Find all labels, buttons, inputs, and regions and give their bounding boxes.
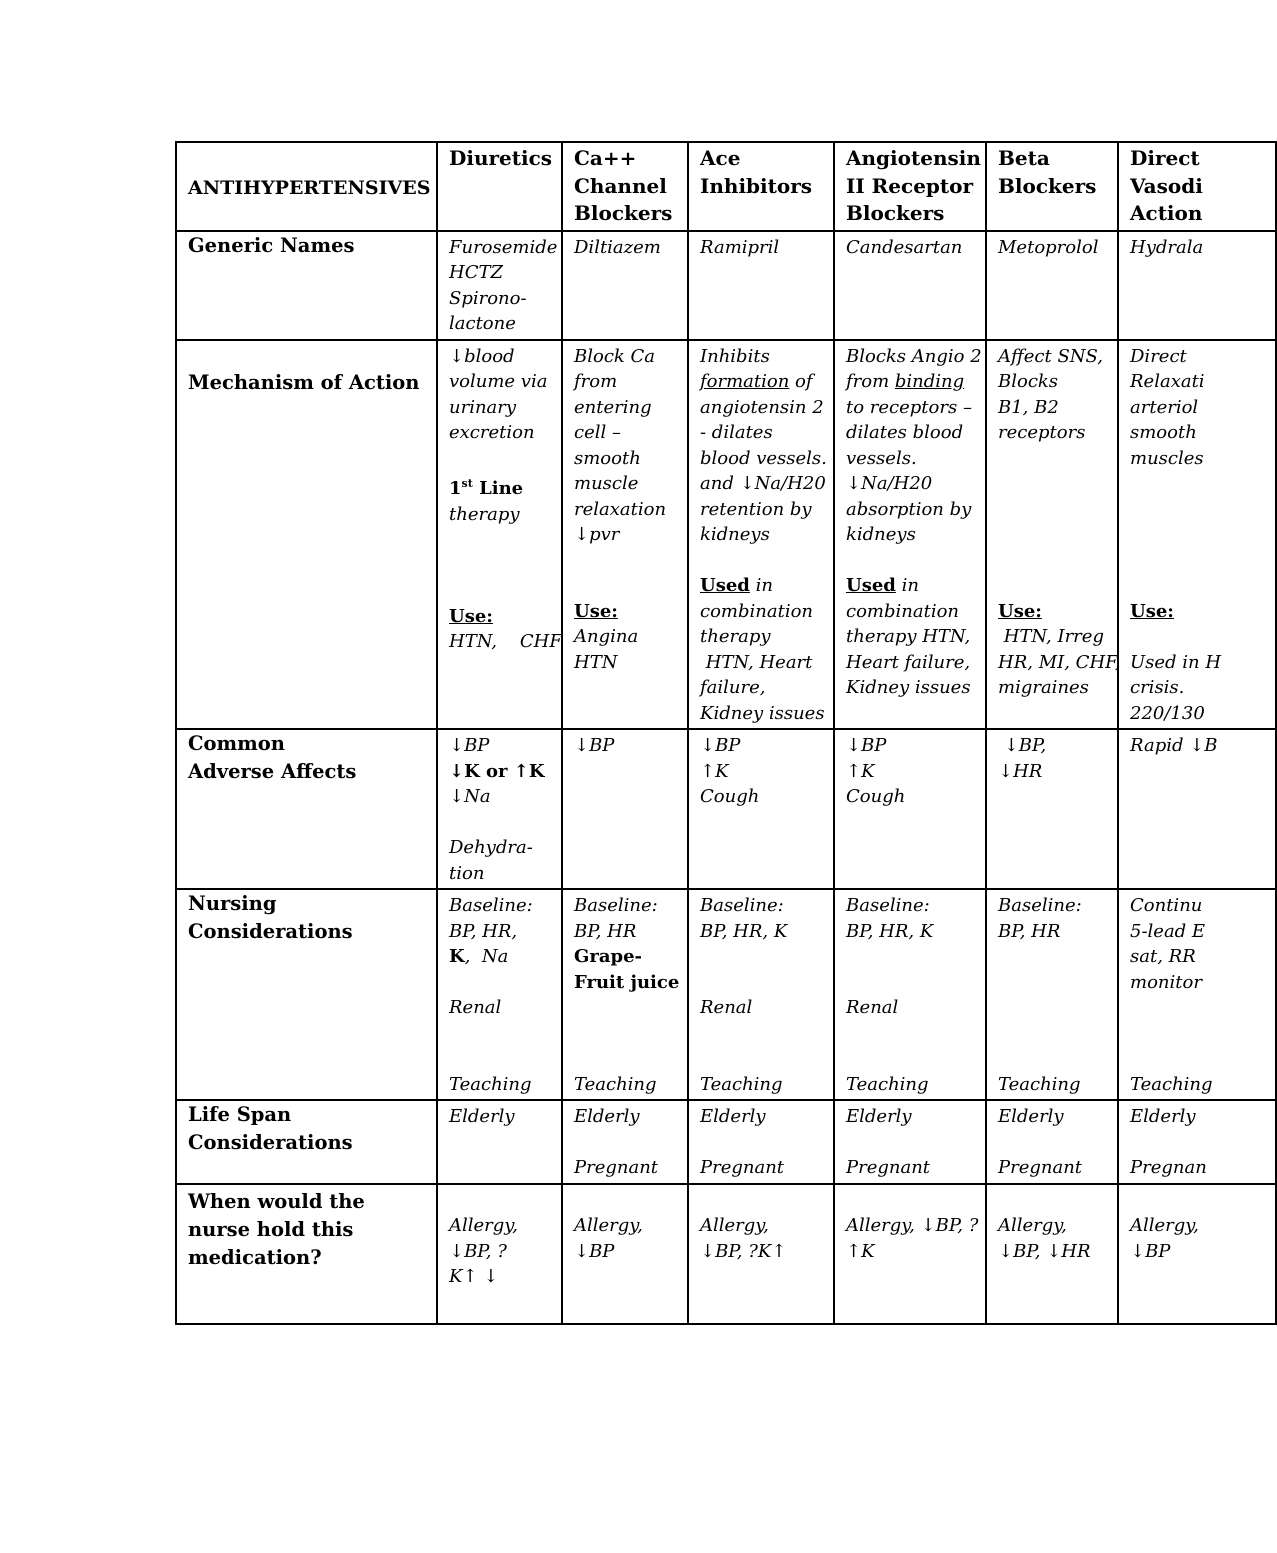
nursing-direct: Continu 5-lead E sat, RR monitor Teaching [1118,889,1276,1100]
row-label-mechanism: Mechanism of Action [176,340,437,730]
first-line-label: 1st Line [449,477,524,499]
adverse-ccb: ↓BP [562,729,688,889]
mechanism-direct: Direct Relaxati arteriol smooth muscles Use: Used in H crisis. 220/130 [1118,340,1276,730]
hold-ace: Allergy, ↓BP, ?K↑ [688,1184,834,1324]
nursing-diuretics: Baseline: BP, HR, K, Na Renal Teaching [437,889,562,1100]
adverse-arb: ↓BP ↑K Cough [834,729,986,889]
row-label-nursing: Nursing Considerations [176,889,437,1100]
hold-diuretics: Allergy, ↓BP, ? K↑ ↓ [437,1184,562,1324]
col-header-beta: Beta Blockers [986,142,1118,231]
row-label-lifespan: Life Span Considerations [176,1100,437,1184]
corner-header: ANTIHYPERTENSIVES [176,142,437,231]
row-label-hold: When would the nurse hold this medication? [176,1184,437,1324]
generic-beta: Metoprolol [986,231,1118,340]
col-header-direct: Direct Vasodi Action [1118,142,1276,231]
adverse-direct: Rapid ↓B [1118,729,1276,889]
generic-ace: Ramipril [688,231,834,340]
lifespan-direct: Elderly Pregnan [1118,1100,1276,1184]
adverse-beta: ↓BP, ↓HR [986,729,1118,889]
lifespan-row [176,1100,1276,1184]
header-row [176,142,1276,231]
lifespan-ace: Elderly Pregnant [688,1100,834,1184]
lifespan-arb: Elderly Pregnant [834,1100,986,1184]
generic-diuretics: Furosemide HCTZ Spirono- lactone [437,231,562,340]
nursing-arb: Baseline: BP, HR, K Renal Teaching [834,889,986,1100]
mechanism-diuretics: ↓blood volume via urinary excretion 1st Line therapy Use: HTN, CHF [437,340,562,730]
mechanism-beta: Affect SNS, Blocks B1, B2 receptors Use: HTN, Irreg HR, MI, CHF, migraines [986,340,1118,730]
col-header-ace: Ace Inhibitors [688,142,834,231]
generic-ccb: Diltiazem [562,231,688,340]
adverse-diuretics: ↓BP ↓K or ↑K ↓Na Dehydra- tion [437,729,562,889]
lifespan-ccb: Elderly Pregnant [562,1100,688,1184]
adverse-ace: ↓BP ↑K Cough [688,729,834,889]
mechanism-arb: Blocks Angio 2 from binding to receptors – dilates blood vessels. ↓Na/H20 absorption by kidneys Used in combination therapy HTN, Heart failure, Kidney issues [834,340,986,730]
lifespan-beta: Elderly Pregnant [986,1100,1118,1184]
generic-names-row [176,231,1276,340]
hold-direct: Allergy, ↓BP [1118,1184,1276,1324]
lifespan-diuretics: Elderly [437,1100,562,1184]
mechanism-row [176,340,1276,730]
generic-arb: Candesartan [834,231,986,340]
col-header-ccb: Ca++ Channel Blockers [562,142,688,231]
row-label-generic: Generic Names [176,231,437,340]
hold-ccb: Allergy, ↓BP [562,1184,688,1324]
antihypertensives-table [175,141,1277,1325]
row-label-adverse: Common Adverse Affects [176,729,437,889]
hold-row [176,1184,1276,1324]
nursing-ccb: Baseline: BP, HR Grape- Fruit juice Teaching [562,889,688,1100]
adverse-row [176,729,1276,889]
hold-beta: Allergy, ↓BP, ↓HR [986,1184,1118,1324]
nursing-beta: Baseline: BP, HR Teaching [986,889,1118,1100]
hold-arb: Allergy, ↓BP, ? ↑K [834,1184,986,1324]
generic-direct: Hydrala [1118,231,1276,340]
mechanism-ccb: Block Ca from entering cell – smooth muscle relaxation ↓pvr Use: Angina HTN [562,340,688,730]
mechanism-ace: Inhibits formation of angiotensin 2 - dilates blood vessels. and ↓Na/H20 retention by kidneys Used in combination therapy HTN, Heart failure, Kidney issues [688,340,834,730]
col-header-arb: Angiotensin II Receptor Blockers [834,142,986,231]
nursing-ace: Baseline: BP, HR, K Renal Teaching [688,889,834,1100]
nursing-row [176,889,1276,1100]
col-header-diuretics: Diuretics [437,142,562,231]
